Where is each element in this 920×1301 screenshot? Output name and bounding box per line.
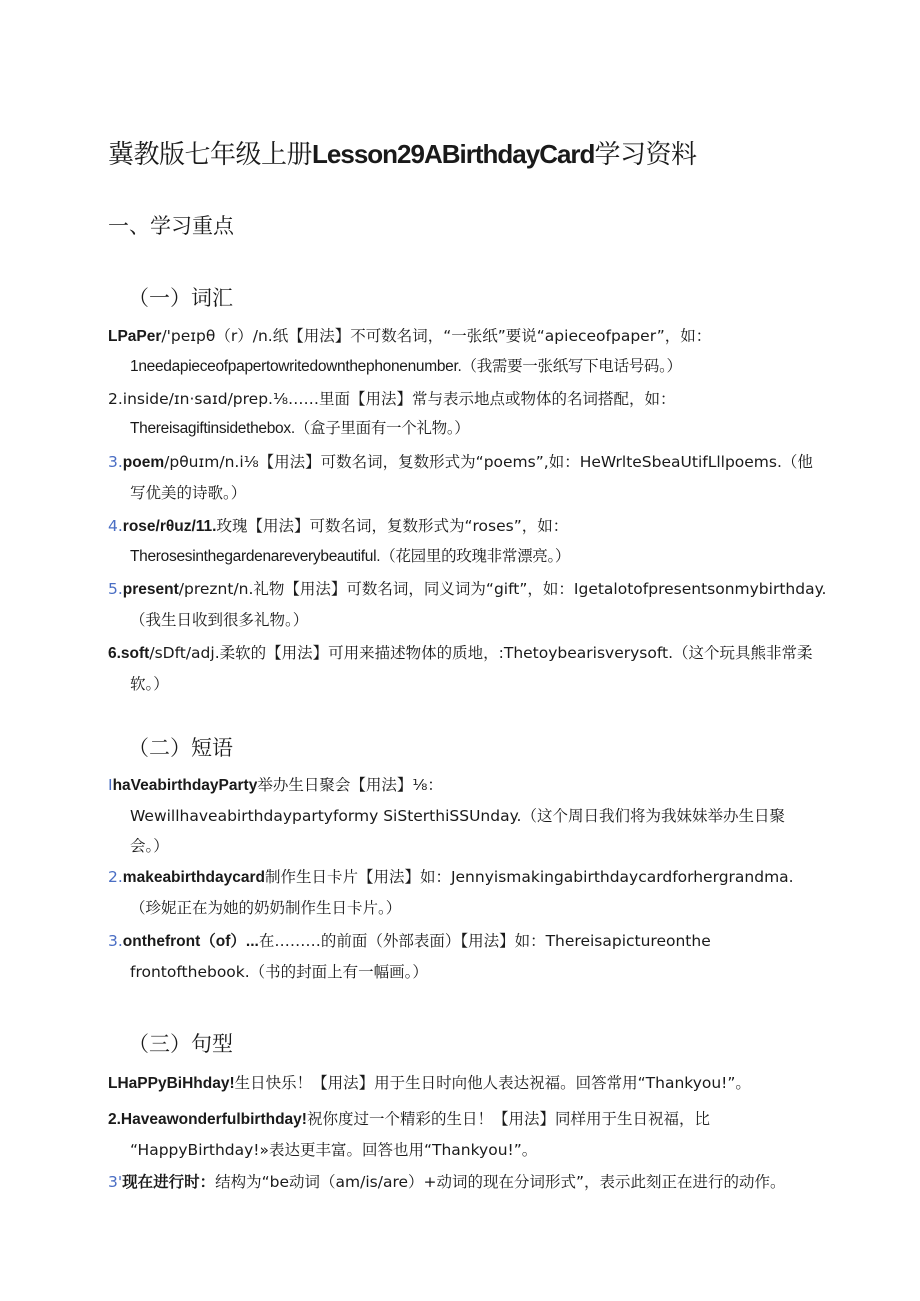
sentence-item-3 xyxy=(108,1167,820,1198)
sentence-example: “HappyBirthday!»表达更丰富。回答也用“Thankyou!”。 xyxy=(130,1141,538,1159)
vocab-item-5 xyxy=(108,574,827,635)
vocab-item-1 xyxy=(108,321,820,382)
phrase-number: 3. xyxy=(108,932,123,950)
vocab-example: Therosesinthegardenareverybeautiful.（花园里的玫瑰非常漂亮。） xyxy=(130,548,571,565)
phrase-number: 2. xyxy=(108,868,123,886)
phrase-item-3 xyxy=(108,926,820,987)
sentence-definition: 生日快乐！【用法】用于生日时向他人表达祝福。回答常用“Thankyou!”。 xyxy=(234,1074,751,1092)
vocab-number: 5. xyxy=(108,580,123,598)
vocab-keyword: rose/rθuz/11. xyxy=(122,518,217,535)
sentence-number: 3' xyxy=(108,1173,123,1191)
vocab-definition: /pθuɪm/n.i⅛【用法】可数名词，复数形式为“poems”,如：HeWrlteSbeaUtifLllpoems.（他 xyxy=(164,453,813,471)
sentence-item-1 xyxy=(108,1068,820,1099)
sentence-definition: 结构为“be动词（am/is/are）+动词的现在分词形式”，表示此刻正在进行的动作。 xyxy=(215,1173,786,1191)
vocab-example: 软。） xyxy=(130,675,169,693)
phrase-definition: 制作生日卡片【用法】如：Jennyismakingabirthdaycardforhergrandma. xyxy=(264,868,794,886)
vocab-example: 1needapieceofpapertowritedownthephonenumber.（我需要一张纸写下电话号码。） xyxy=(130,358,682,375)
vocab-number: 3. xyxy=(108,453,123,471)
phrase-example: （珍妮正在为她的奶奶制作生日卡片。） xyxy=(130,899,402,917)
phrase-definition: 举办生日聚会【用法】⅛： xyxy=(257,776,443,794)
vocab-keyword: LPaPer xyxy=(108,328,162,345)
vocab-number: 4. xyxy=(108,517,123,535)
vocab-definition: /preznt/n.礼物【用法】可数名词，同义词为“gift”，如：Igetalotofpresentsonmybirthday. xyxy=(178,580,827,598)
subheading-phrases: （二）短语 xyxy=(128,736,233,760)
phrase-keyword: haVeabirthdayParty xyxy=(112,777,258,794)
vocab-item-6 xyxy=(108,638,820,699)
vocab-item-4 xyxy=(108,511,820,572)
subheading-sentence-patterns: （三）句型 xyxy=(128,1032,233,1056)
vocab-definition: /'peɪpθ（r）/n.纸【用法】不可数名词，“一张纸”要说“apieceofpaper”，如： xyxy=(161,327,712,345)
sentence-keyword: 2.Haveawonderfulbirthday! xyxy=(108,1111,307,1128)
vocab-keyword: 6.soft xyxy=(108,645,150,662)
vocab-item-2 xyxy=(108,384,820,444)
phrase-item-1 xyxy=(108,770,820,861)
document-title xyxy=(108,134,696,171)
phrase-number: I xyxy=(108,776,113,794)
vocab-definition: 2.inside/ɪn·saɪd/prep.⅛……里面【用法】常与表示地点或物体的名词搭配，如： xyxy=(108,390,676,408)
phrase-keyword: makeabirthdaycard xyxy=(122,869,265,886)
phrase-keyword: onthefront（of）... xyxy=(122,933,259,950)
vocab-example: 写优美的诗歌。） xyxy=(130,484,247,502)
vocab-example: Thereisagiftinsidethebox.（盒子里面有一个礼物。） xyxy=(130,420,470,437)
sentence-item-2 xyxy=(108,1104,820,1165)
section-heading-key-points: 一、学习重点 xyxy=(108,214,234,238)
vocab-example: （我生日收到很多礼物。） xyxy=(130,611,309,629)
title-suffix: 学习资料 xyxy=(594,140,697,170)
phrase-definition: 在………的前面（外部表面）【用法】如：Thereisapictureonthe xyxy=(258,932,711,950)
phrase-example: frontofthebook.（书的封面上有一幅画。） xyxy=(130,963,428,981)
subheading-vocabulary: （一）词汇 xyxy=(128,286,233,310)
phrase-example: Wewillhaveabirthdaypartyformy SiSterthiSSUnday.（这个周日我们将为我妹妹举办生日聚 xyxy=(130,807,785,825)
phrase-example-cont: 会。） xyxy=(130,837,169,855)
vocab-item-3 xyxy=(108,447,820,508)
sentence-definition: 祝你度过一个精彩的生日！【用法】同样用于生日祝福，比 xyxy=(306,1110,710,1128)
vocab-definition: 玫瑰【用法】可数名词，复数形式为“roses”，如： xyxy=(216,517,569,535)
title-lesson: Lesson29ABirthdayCard xyxy=(312,139,595,169)
sentence-keyword: LHaPPyBiHhday! xyxy=(108,1075,235,1092)
title-prefix: 冀教版七年级上册 xyxy=(108,140,313,170)
sentence-keyword: 现在进行时： xyxy=(122,1174,216,1191)
vocab-keyword: poem xyxy=(122,454,165,471)
vocab-keyword: present xyxy=(122,581,179,598)
phrase-item-2 xyxy=(108,862,820,923)
vocab-definition: /sDft/adj.柔软的【用法】可用来描述物体的质地，:Thetoybearisverysoft.（这个玩具熊非常柔 xyxy=(149,644,813,662)
